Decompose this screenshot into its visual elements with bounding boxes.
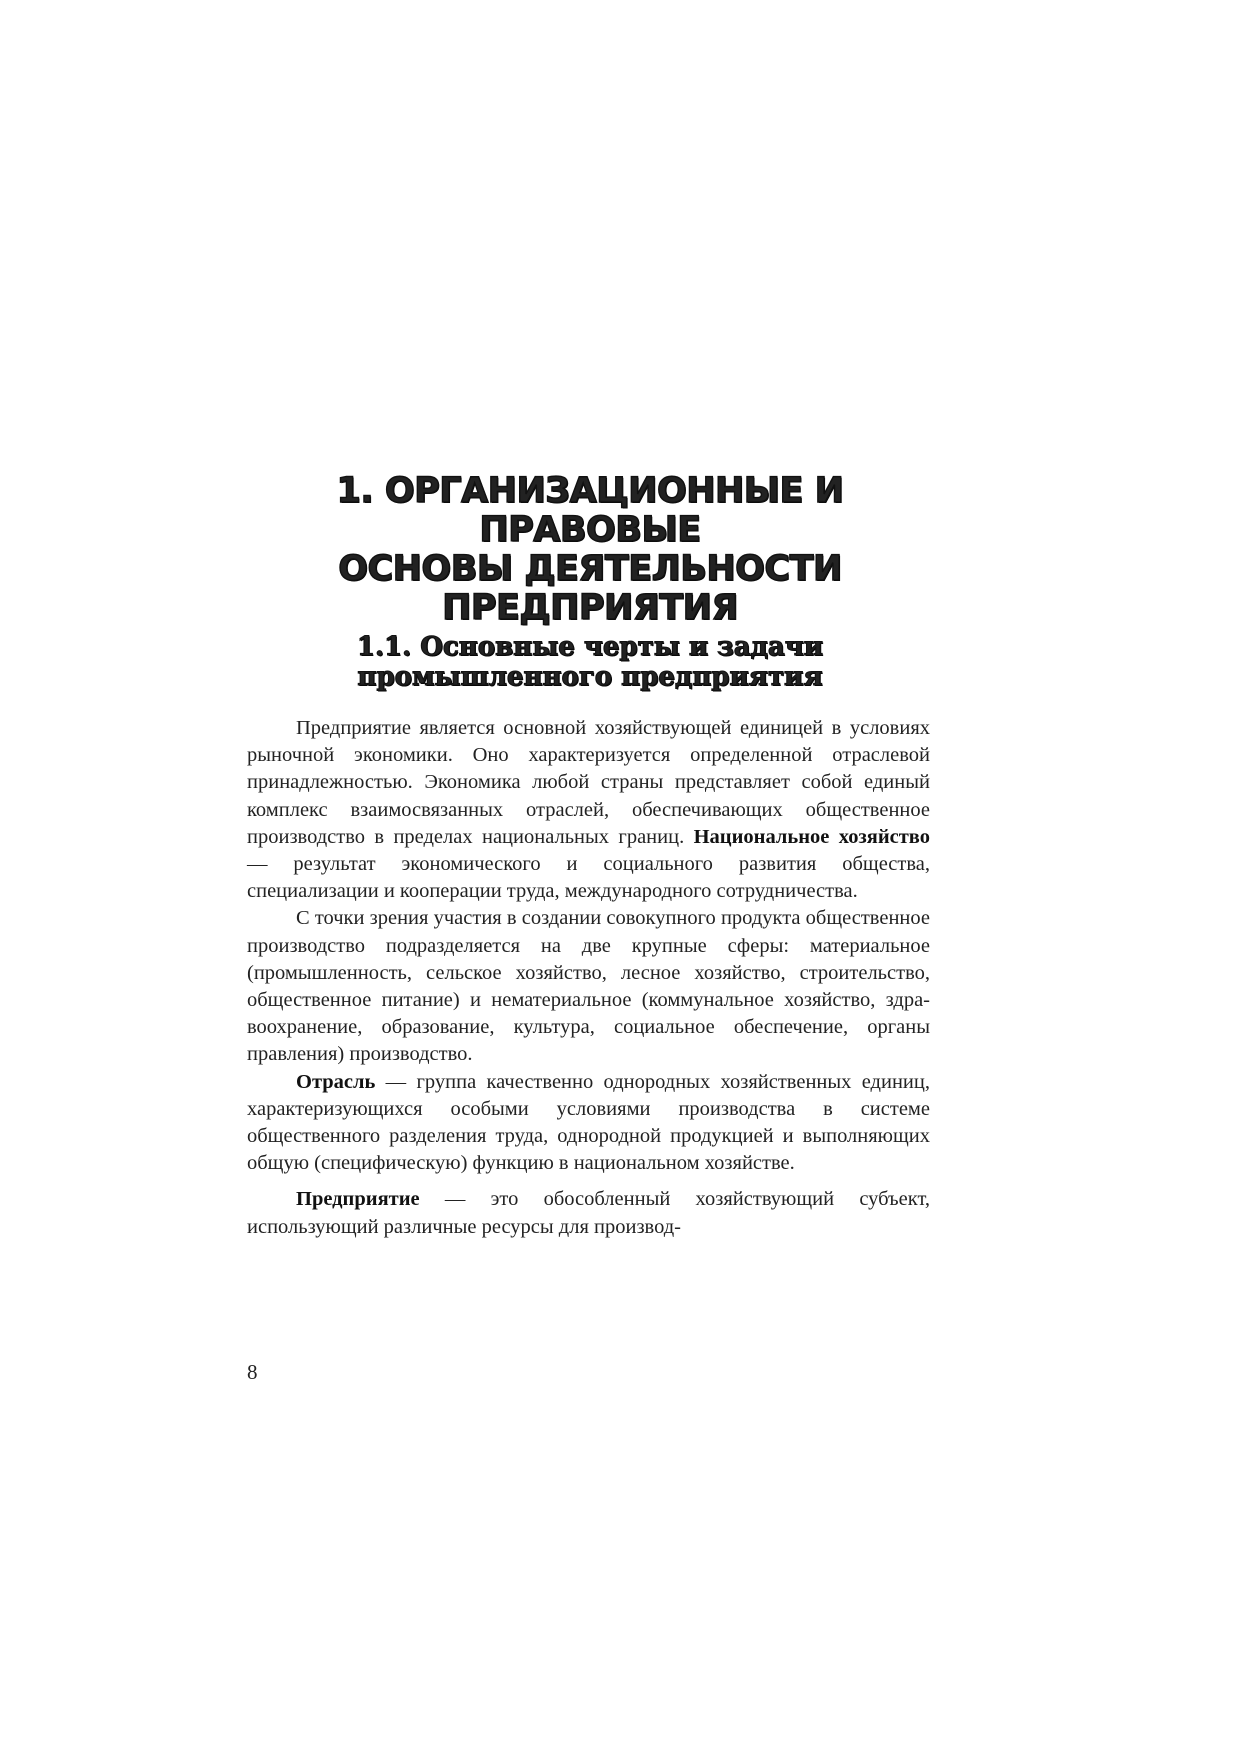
paragraph-text: — группа качественно однородных хозяйственных единиц, характеризующихся особыми условиями производства в системе общественного разделения труда, однородной продукцией и выполняющих общую (специфическую) функцию в национальном хозяйстве. (247, 1070, 930, 1175)
paragraph-text: — это обособленный хозяйствующий субъект, использующий различные ресурсы для производ- (247, 1188, 930, 1238)
chapter-title-line: ПРЕДПРИЯТИЯ (442, 588, 738, 628)
paragraph-national-economy (247, 715, 930, 905)
paragraph-production-spheres (247, 905, 930, 1068)
section-title-line: 1.1. Основные черты и задачи (356, 632, 824, 662)
chapter-title-line: ОСНОВЫ ДЕЯТЕЛЬНОСТИ (338, 549, 842, 589)
term-enterprise: Предприятие (296, 1188, 420, 1211)
section-title (270, 632, 910, 692)
term-industry: Отрасль (296, 1070, 376, 1093)
paragraph-industry (247, 1069, 930, 1178)
body-text (247, 715, 930, 1241)
chapter-title (240, 472, 940, 628)
section-title-line: промышленного предприятия (357, 662, 823, 692)
page-number: 8 (247, 1360, 258, 1384)
term-national-economy: Национальное хозяйство (693, 825, 930, 848)
paragraph-text: С точки зрения участия в создании совокупного продукта общественное производство подразделяется на две крупные сферы: материальное (промышленность, сельское хозяйство, лесное хозяйство, строительство, общественное питание) и нематериальное (коммунальное хозяйство, здравоохранение, образование, культура, социальное обеспечение, органы правления) производство. (247, 907, 930, 1066)
chapter-title-line: 1. ОРГАНИЗАЦИОННЫЕ И ПРАВОВЫЕ (336, 471, 844, 550)
paragraph-text: Предприятие является основной хозяйствующей единицей в условиях рыночной экономики. Оно характеризуется определенной отраслевой принадлежностью. Экономика любой страны представляет собой единый комплекс взаимосвязанных отраслей, обеспечивающих общественное производство в пределах национальных границ. (247, 717, 930, 848)
paragraph-enterprise (247, 1186, 930, 1240)
paragraph-text: — результат экономического и социального развития общества, специализации и кооперации труда, международного сотрудничества. (247, 853, 930, 903)
